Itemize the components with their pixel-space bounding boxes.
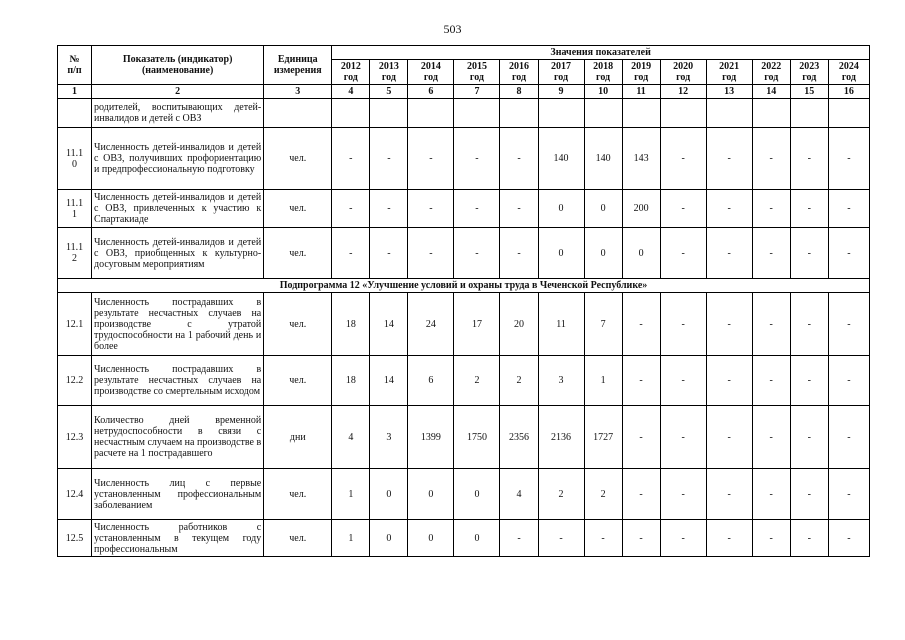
header-num: № п/п (58, 46, 92, 85)
value-cell: - (622, 356, 660, 406)
value-cell: 2 (584, 469, 622, 520)
value-cell: 6 (408, 356, 454, 406)
row-number: 12.5 (58, 520, 92, 557)
row-number: 12.2 (58, 356, 92, 406)
value-cell (660, 99, 706, 128)
row-number: 11.1 0 (58, 128, 92, 190)
header-year: 2012 год (332, 60, 370, 85)
value-cell: 1 (332, 469, 370, 520)
value-cell: - (408, 228, 454, 279)
value-cell: - (332, 128, 370, 190)
value-cell: - (752, 128, 790, 190)
column-number: 11 (622, 85, 660, 99)
value-cell: - (500, 128, 538, 190)
value-cell: - (752, 190, 790, 228)
value-cell: 0 (408, 469, 454, 520)
value-cell: 17 (454, 293, 500, 356)
column-number: 10 (584, 85, 622, 99)
header-year: 2019 год (622, 60, 660, 85)
value-cell: 0 (622, 228, 660, 279)
value-cell: 14 (370, 356, 408, 406)
value-cell: - (706, 190, 752, 228)
header-year: 2024 год (828, 60, 869, 85)
value-cell (408, 99, 454, 128)
value-cell: - (790, 520, 828, 557)
column-number: 15 (790, 85, 828, 99)
indicator-name: Численность детей-инвалидов и детей с ОВЗ, привлеченных к участию к Спартакиаде (92, 190, 264, 228)
header-year: 2021 год (706, 60, 752, 85)
header-year: 2013 год (370, 60, 408, 85)
value-cell: 0 (538, 228, 584, 279)
value-cell: 0 (584, 190, 622, 228)
value-cell: 200 (622, 190, 660, 228)
value-cell: - (706, 469, 752, 520)
value-cell: - (500, 520, 538, 557)
value-cell: 4 (500, 469, 538, 520)
indicator-name: Численность пострадавших в результате несчастных случаев на производстве со смертельным исходом (92, 356, 264, 406)
indicator-name: Численность пострадавших в результате несчастных случаев на производстве с утратой трудоспособности на 1 рабочий день и более (92, 293, 264, 356)
table-row (58, 469, 870, 520)
value-cell: - (622, 406, 660, 469)
column-number: 5 (370, 85, 408, 99)
value-cell: - (828, 228, 869, 279)
value-cell: 18 (332, 293, 370, 356)
value-cell: - (454, 190, 500, 228)
value-cell: - (660, 190, 706, 228)
value-cell: - (408, 128, 454, 190)
value-cell (706, 99, 752, 128)
value-cell: - (408, 190, 454, 228)
value-cell: - (584, 520, 622, 557)
value-cell: - (828, 520, 869, 557)
value-cell (828, 99, 869, 128)
row-number: 12.1 (58, 293, 92, 356)
value-cell: 140 (538, 128, 584, 190)
value-cell: - (790, 469, 828, 520)
value-cell: 7 (584, 293, 622, 356)
header-year: 2020 год (660, 60, 706, 85)
value-cell: 24 (408, 293, 454, 356)
value-cell: 140 (584, 128, 622, 190)
table-row (58, 406, 870, 469)
value-cell (538, 99, 584, 128)
value-cell: - (660, 128, 706, 190)
value-cell: 2136 (538, 406, 584, 469)
header-year: 2017 год (538, 60, 584, 85)
value-cell: 1 (332, 520, 370, 557)
value-cell: 0 (370, 469, 408, 520)
value-cell: - (660, 520, 706, 557)
column-number: 4 (332, 85, 370, 99)
value-cell: 0 (408, 520, 454, 557)
value-cell: - (752, 228, 790, 279)
value-cell: - (622, 293, 660, 356)
column-number: 8 (500, 85, 538, 99)
unit-cell: чел. (264, 469, 332, 520)
value-cell: 4 (332, 406, 370, 469)
column-number: 9 (538, 85, 584, 99)
table-row (58, 128, 870, 190)
value-cell: - (500, 228, 538, 279)
column-number: 2 (92, 85, 264, 99)
value-cell: - (790, 128, 828, 190)
value-cell: - (660, 293, 706, 356)
page-number: 503 (443, 22, 462, 36)
value-cell: - (828, 406, 869, 469)
value-cell (584, 99, 622, 128)
table-row (58, 99, 870, 128)
value-cell: 18 (332, 356, 370, 406)
value-cell: - (828, 190, 869, 228)
header-year: 2016 год (500, 60, 538, 85)
indicators-table (57, 45, 870, 557)
table-row (58, 228, 870, 279)
value-cell: - (332, 228, 370, 279)
header-year: 2023 год (790, 60, 828, 85)
row-number: 12.3 (58, 406, 92, 469)
header-unit: Единица измерения (264, 46, 332, 85)
value-cell: - (538, 520, 584, 557)
value-cell: - (790, 228, 828, 279)
value-cell: 20 (500, 293, 538, 356)
value-cell: - (454, 128, 500, 190)
value-cell: 3 (370, 406, 408, 469)
column-number: 12 (660, 85, 706, 99)
value-cell: - (828, 469, 869, 520)
unit-cell: чел. (264, 293, 332, 356)
value-cell (370, 99, 408, 128)
value-cell: - (622, 520, 660, 557)
value-cell: - (790, 356, 828, 406)
value-cell: 0 (454, 469, 500, 520)
value-cell: 2 (500, 356, 538, 406)
value-cell: - (370, 128, 408, 190)
unit-cell: дни (264, 406, 332, 469)
value-cell: 0 (584, 228, 622, 279)
column-number: 6 (408, 85, 454, 99)
unit-cell: чел. (264, 128, 332, 190)
value-cell: - (828, 293, 869, 356)
value-cell: - (706, 406, 752, 469)
value-cell: - (752, 520, 790, 557)
column-number: 16 (828, 85, 869, 99)
value-cell: - (706, 293, 752, 356)
value-cell (752, 99, 790, 128)
value-cell (622, 99, 660, 128)
row-number (58, 99, 92, 128)
value-cell: - (828, 356, 869, 406)
header-values-title: Значения показателей (332, 46, 870, 60)
value-cell: 3 (538, 356, 584, 406)
column-number: 13 (706, 85, 752, 99)
value-cell: - (660, 228, 706, 279)
value-cell: 0 (454, 520, 500, 557)
indicator-name: Численность работников с установленным в текущем году профессиональным (92, 520, 264, 557)
table-row (58, 293, 870, 356)
value-cell: - (622, 469, 660, 520)
value-cell: - (660, 469, 706, 520)
value-cell: - (500, 190, 538, 228)
row-number: 11.1 1 (58, 190, 92, 228)
value-cell: - (706, 520, 752, 557)
column-number: 7 (454, 85, 500, 99)
column-number: 14 (752, 85, 790, 99)
unit-cell: чел. (264, 356, 332, 406)
value-cell: - (752, 293, 790, 356)
value-cell: - (752, 356, 790, 406)
header-indicator: Показатель (индикатор) (наименование) (92, 46, 264, 85)
header-year: 2015 год (454, 60, 500, 85)
unit-cell: чел. (264, 520, 332, 557)
value-cell: 1399 (408, 406, 454, 469)
value-cell (332, 99, 370, 128)
value-cell: - (370, 228, 408, 279)
unit-cell (264, 99, 332, 128)
indicator-name: Численность лиц с первые установленным профессиональным заболеванием (92, 469, 264, 520)
value-cell (500, 99, 538, 128)
value-cell: - (828, 128, 869, 190)
value-cell: - (752, 406, 790, 469)
value-cell: - (454, 228, 500, 279)
value-cell: 1750 (454, 406, 500, 469)
row-number: 11.1 2 (58, 228, 92, 279)
header-year: 2022 год (752, 60, 790, 85)
header-year: 2014 год (408, 60, 454, 85)
value-cell: - (370, 190, 408, 228)
unit-cell: чел. (264, 228, 332, 279)
unit-cell: чел. (264, 190, 332, 228)
value-cell: 2 (454, 356, 500, 406)
value-cell (790, 99, 828, 128)
value-cell: 2 (538, 469, 584, 520)
value-cell: - (660, 356, 706, 406)
value-cell: 1 (584, 356, 622, 406)
indicator-name: Количество дней временной нетрудоспособности в связи с несчастным случаем на производстве в расчете на 1 пострадавшего (92, 406, 264, 469)
value-cell: 0 (370, 520, 408, 557)
column-number: 3 (264, 85, 332, 99)
value-cell: - (752, 469, 790, 520)
indicator-name: Численность детей-инвалидов и детей с ОВЗ, получивших профориентацию и предпрофессиональную подготовку (92, 128, 264, 190)
value-cell: 14 (370, 293, 408, 356)
table-row (58, 356, 870, 406)
value-cell: 2356 (500, 406, 538, 469)
column-number: 1 (58, 85, 92, 99)
value-cell: 0 (538, 190, 584, 228)
indicator-name: родителей, воспитывающих детей-инвалидов и детей с ОВЗ (92, 99, 264, 128)
section-title: Подпрограмма 12 «Улучшение условий и охраны труда в Чеченской Республике» (58, 279, 870, 293)
value-cell (454, 99, 500, 128)
value-cell: - (332, 190, 370, 228)
value-cell: - (706, 356, 752, 406)
value-cell: - (706, 128, 752, 190)
value-cell: - (660, 406, 706, 469)
row-number: 12.4 (58, 469, 92, 520)
indicator-name: Численность детей-инвалидов и детей с ОВЗ, приобщенных к культурно-досуговым мероприятиям (92, 228, 264, 279)
header-year: 2018 год (584, 60, 622, 85)
value-cell: - (790, 190, 828, 228)
table-row (58, 190, 870, 228)
value-cell: - (706, 228, 752, 279)
value-cell: 11 (538, 293, 584, 356)
value-cell: - (790, 293, 828, 356)
value-cell: 1727 (584, 406, 622, 469)
value-cell: 143 (622, 128, 660, 190)
value-cell: - (790, 406, 828, 469)
table-row (58, 520, 870, 557)
